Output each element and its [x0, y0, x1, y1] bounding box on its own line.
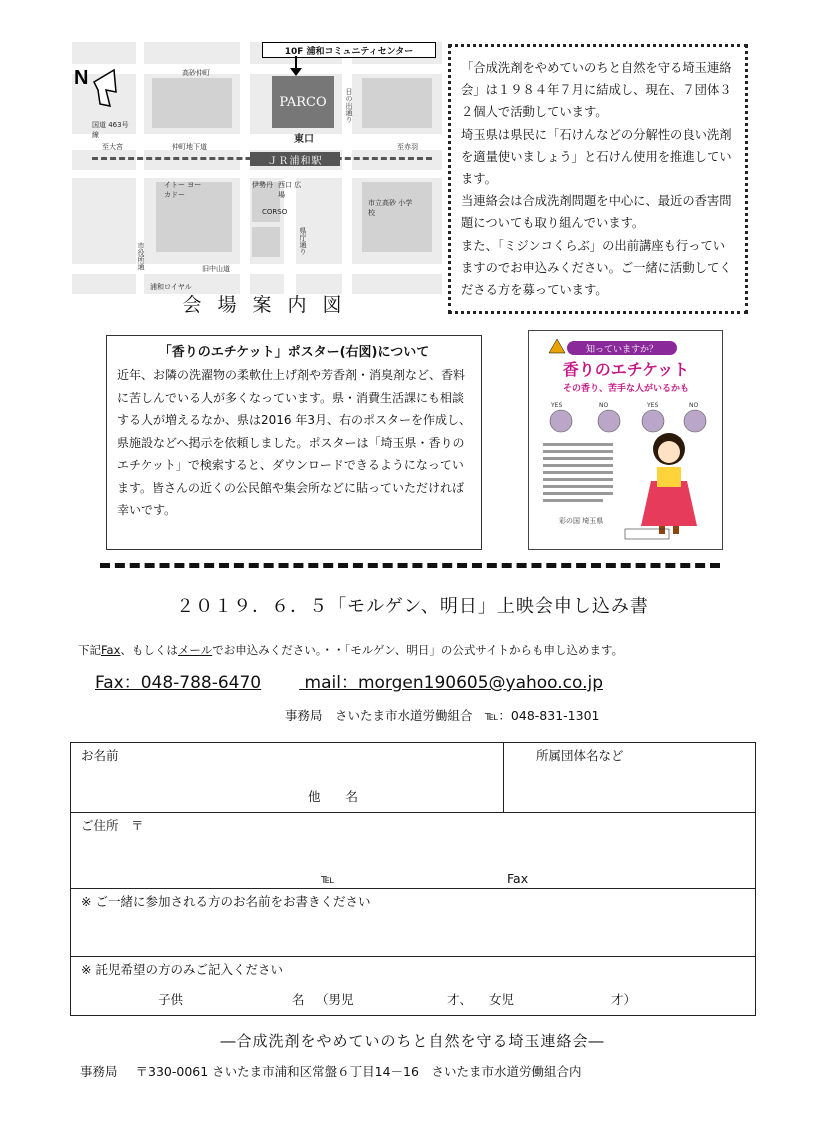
companions-field[interactable]: [81, 911, 746, 953]
road-label: 仲町地下道: [172, 143, 207, 151]
pointer-arrow-icon: [290, 56, 302, 76]
bird-icons: [550, 410, 706, 432]
poster-banner: 知っていますか？: [585, 345, 659, 355]
poster-note-title: 「香りのエチケット」ポスター(右図)について: [158, 345, 430, 360]
form-row-companions: [71, 889, 755, 957]
instr-text: 下記: [78, 643, 101, 657]
affiliation-label: 所属団体名など: [536, 748, 624, 763]
road-label: 県庁通り: [299, 227, 307, 255]
form-row-childcare: [71, 957, 755, 1015]
form-row-address: [71, 813, 755, 889]
companions-label: ※ ご一緒に参加される方のお名前をお書きください: [81, 894, 371, 909]
footer-address: [80, 1062, 595, 1080]
footer-address-text: 〒330-0061 さいたま市浦和区常盤６丁目14－16 さいたま市水道労働組合内: [135, 1064, 582, 1079]
fax-label: Fax: [507, 871, 529, 886]
child-count-label: 名: [292, 992, 305, 1007]
contact-line: [95, 668, 735, 693]
office-contact: 事務局 さいたま市水道労働組合 ℡：048-831-1301: [285, 708, 600, 723]
application-title: ２０１９．６．５「モルゲン、明日」上映会申し込み書: [176, 596, 649, 617]
childcare-label: ※ 託児希望の方のみご記入ください: [81, 962, 283, 977]
poster-title: 香りのエチケット: [562, 360, 690, 379]
instr-text: 、もしくは: [120, 643, 178, 657]
poster-label: NO: [689, 402, 699, 409]
instr-mail: メール: [177, 643, 213, 657]
warning-icon: [549, 339, 565, 353]
affiliation-field[interactable]: [511, 765, 751, 809]
poster-label: NO: [599, 402, 609, 409]
building-label: CORSO: [262, 208, 288, 216]
others-label: 他 名: [308, 789, 359, 804]
instr-fax: Fax: [101, 643, 121, 657]
poster-brand: 彩の国 埼玉県: [559, 517, 604, 525]
boy-label: （男児: [316, 992, 354, 1007]
organization-intro: [448, 44, 748, 314]
road-label: 高砂仲町: [182, 69, 210, 77]
address-label: ご住所 〒: [81, 818, 144, 833]
intro-paragraph: 「合成洗剤をやめていのちと自然を守る埼玉連絡会」は１９８４年７月に結成し、現在、７団体３２個人で活動しています。: [461, 61, 732, 120]
east-exit-label: 東口: [294, 134, 314, 145]
road-label: 至大宮: [102, 143, 123, 151]
footer-organization: ―合成洗剤をやめていのちと自然を守る埼玉連絡会―: [220, 1032, 605, 1050]
building-label: 浦和ロイヤル: [150, 283, 192, 291]
child-label: 子供: [158, 992, 184, 1007]
road-label: 国道 463号線: [92, 121, 129, 139]
boy-age-label: 才、: [447, 992, 473, 1007]
poster-label: YES: [647, 402, 659, 409]
venue-label: 10F 浦和コミュニティセンター: [262, 42, 436, 58]
fragrance-poster: [528, 330, 723, 550]
station-label: ＪＲ浦和駅: [250, 152, 340, 166]
poster-subtitle: その香り、苦手な人がいるかも: [562, 384, 690, 394]
road-label: 旧中山道: [202, 265, 230, 273]
svg-text:N: N: [74, 67, 89, 89]
footer-office-label: 事務局: [80, 1064, 118, 1079]
address-field[interactable]: [151, 817, 741, 867]
application-instructions: [78, 642, 778, 658]
name-field[interactable]: [81, 765, 496, 809]
venue-map: [72, 42, 442, 294]
intro-paragraph: 埼玉県は県民に「石けんなどの分解性の良い洗剤を適量使いましょう」と石けん使用を推進しています。: [461, 127, 732, 187]
girl-age-label: 才）: [611, 992, 637, 1007]
building-label: 伊勢丹: [252, 181, 273, 189]
intro-paragraph: 当連絡会は合成洗剤問題を中心に、最近の香害問題についても取り組んでいます。: [461, 194, 732, 231]
section-divider: [100, 563, 720, 568]
instr-text: でお申込みください。・・「モルゲン、明日」の公式サイトからも申し込めます。: [212, 643, 624, 657]
form-row-name: [71, 743, 755, 813]
application-form: [70, 742, 756, 1016]
name-label: お名前: [81, 748, 119, 763]
girl-illustration: [641, 433, 697, 534]
map-caption: 会場案内図: [182, 294, 358, 316]
building-label: イトー ヨーカドー: [164, 181, 202, 199]
building-label: 西口 広場: [278, 181, 302, 199]
intro-paragraph: また、「ミジンコくらぶ」の出前講座も行っていますのでお申込みください。ご一緒に活動してくださる方を募っています。: [461, 238, 732, 298]
north-arrow-icon: [72, 62, 124, 108]
building-label: 市立高砂 小学校: [368, 199, 413, 217]
road-label: 日の出通り: [345, 88, 353, 123]
poster-note-body: 近年、お隣の洗濯物の柔軟仕上げ剤や芳香剤・消臭剤など、香料に苦しんでいる人が多くなっています。県・消費生活課にも相談する人が増えるなか、県は2016 年3月、右のポスターを作成し、県施設などへ掲示を依頼しました。ポスターは「埼玉県・香りのエチケット」で検索すると、ダウンロードできるようになっています。皆さんの近くの公民館や集会所などに貼っていただければ幸いです。: [117, 368, 471, 517]
girl-label: 女児: [489, 992, 515, 1007]
road-label: 市役所通: [137, 242, 145, 270]
fax-number: Fax：048-788-6470: [95, 673, 262, 693]
poster-label: YES: [551, 402, 563, 409]
poster-note: [106, 335, 482, 550]
road-label: 至赤羽: [397, 143, 418, 151]
tel-label: ℡: [321, 871, 335, 886]
parco-building: PARCO: [272, 76, 334, 128]
mail-address[interactable]: mail：morgen190605@yahoo.co.jp: [304, 673, 604, 693]
